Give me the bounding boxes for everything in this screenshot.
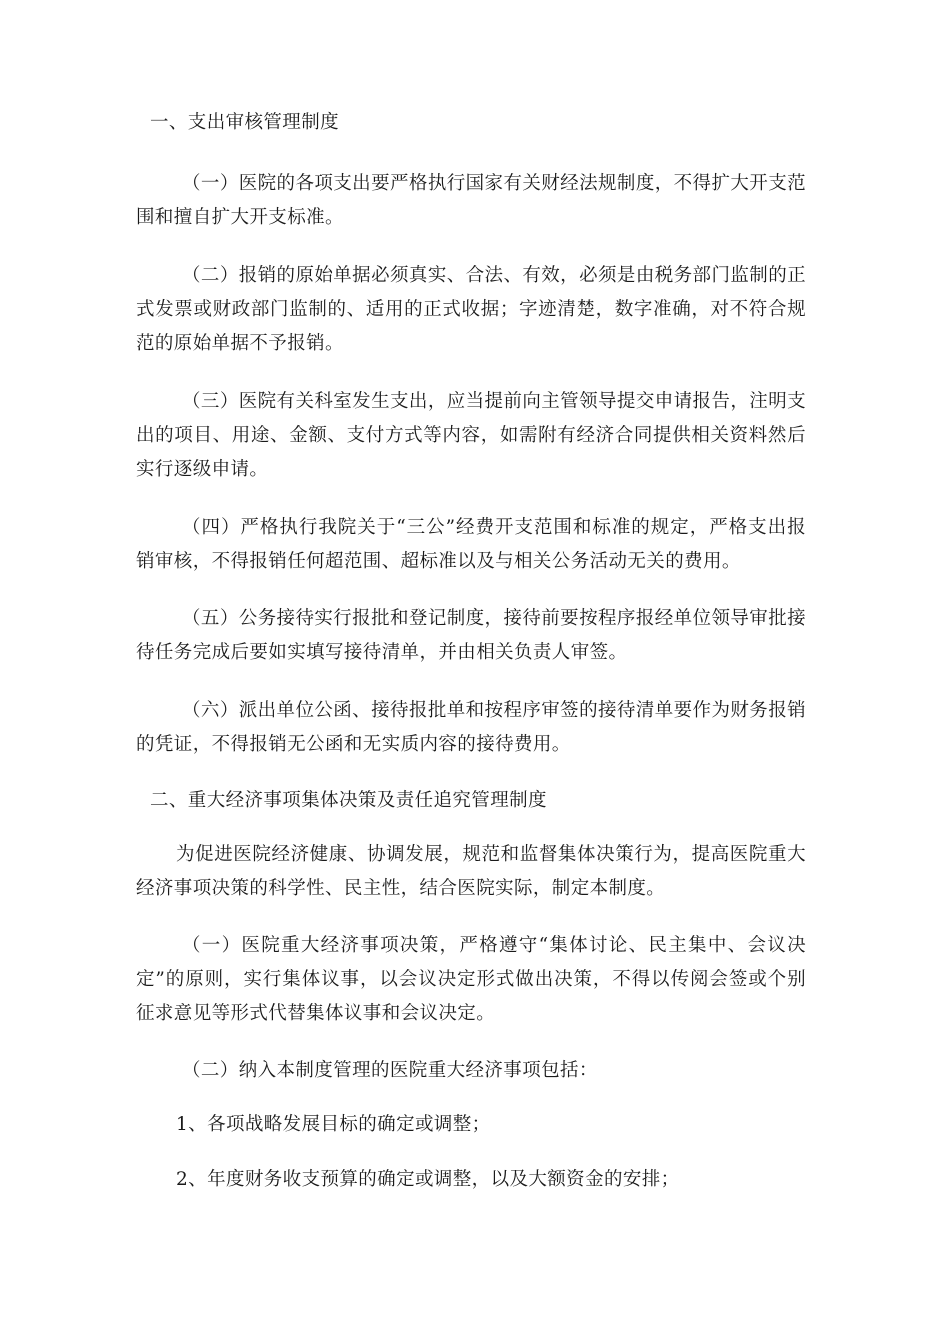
paragraph-line: 为促进医院经济健康、协调发展，规范和监督集体决策行为，提高医院重大 — [176, 844, 806, 865]
paragraph-line: （一）医院重大经济事项决策，严格遵守“集体讨论、民主集中、会议决 — [182, 935, 806, 956]
paragraph-line: （三）医院有关科室发生支出，应当提前向主管领导提交申请报告，注明支 — [182, 391, 806, 412]
paragraph-line: 销审核，不得报销任何超范围、超标准以及与相关公务活动无关的费用。 — [136, 551, 741, 572]
paragraph-line: 的凭证，不得报销无公函和无实质内容的接待费用。 — [136, 734, 571, 755]
paragraph-line: （二）纳入本制度管理的医院重大经济事项包括： — [182, 1060, 598, 1081]
paragraph-line: 式发票或财政部门监制的、适用的正式收据；字迹清楚，数字准确，对不符合规 — [136, 299, 806, 320]
paragraph-line: （二）报销的原始单据必须真实、合法、有效，必须是由税务部门监制的正 — [182, 265, 806, 286]
list-item: 1、各项战略发展目标的确定或调整； — [176, 1114, 491, 1135]
paragraph-line: 范的原始单据不予报销。 — [136, 333, 344, 354]
paragraph-line: 实行逐级申请。 — [136, 459, 269, 480]
paragraph-line: 出的项目、用途、金额、支付方式等内容，如需附有经济合同提供相关资料然后 — [136, 425, 806, 446]
section-heading-1: 一、支出审核管理制度 — [150, 112, 340, 133]
paragraph-line: （四）严格执行我院关于“三公”经费开支范围和标准的规定，严格支出报 — [182, 517, 806, 538]
paragraph-line: 定”的原则，实行集体议事，以会议决定形式做出决策，不得以传阅会签或个别 — [136, 969, 806, 990]
paragraph-line: 征求意见等形式代替集体议事和会议决定。 — [136, 1003, 496, 1024]
list-item: 2、年度财务收支预算的确定或调整，以及大额资金的安排； — [176, 1169, 680, 1190]
paragraph-line: （六）派出单位公函、接待报批单和按程序审签的接待清单要作为财务报销 — [182, 700, 806, 721]
paragraph-line: 待任务完成后要如实填写接待清单，并由相关负责人审签。 — [136, 642, 628, 663]
paragraph-line: （五）公务接待实行报批和登记制度，接待前要按程序报经单位领导审批接 — [182, 608, 806, 629]
paragraph-line: 围和擅自扩大开支标准。 — [136, 207, 344, 228]
paragraph-line: （一）医院的各项支出要严格执行国家有关财经法规制度，不得扩大开支范 — [182, 173, 806, 194]
section-heading-2: 二、重大经济事项集体决策及责任追究管理制度 — [150, 790, 547, 811]
paragraph-line: 经济事项决策的科学性、民主性，结合医院实际，制定本制度。 — [136, 878, 666, 899]
